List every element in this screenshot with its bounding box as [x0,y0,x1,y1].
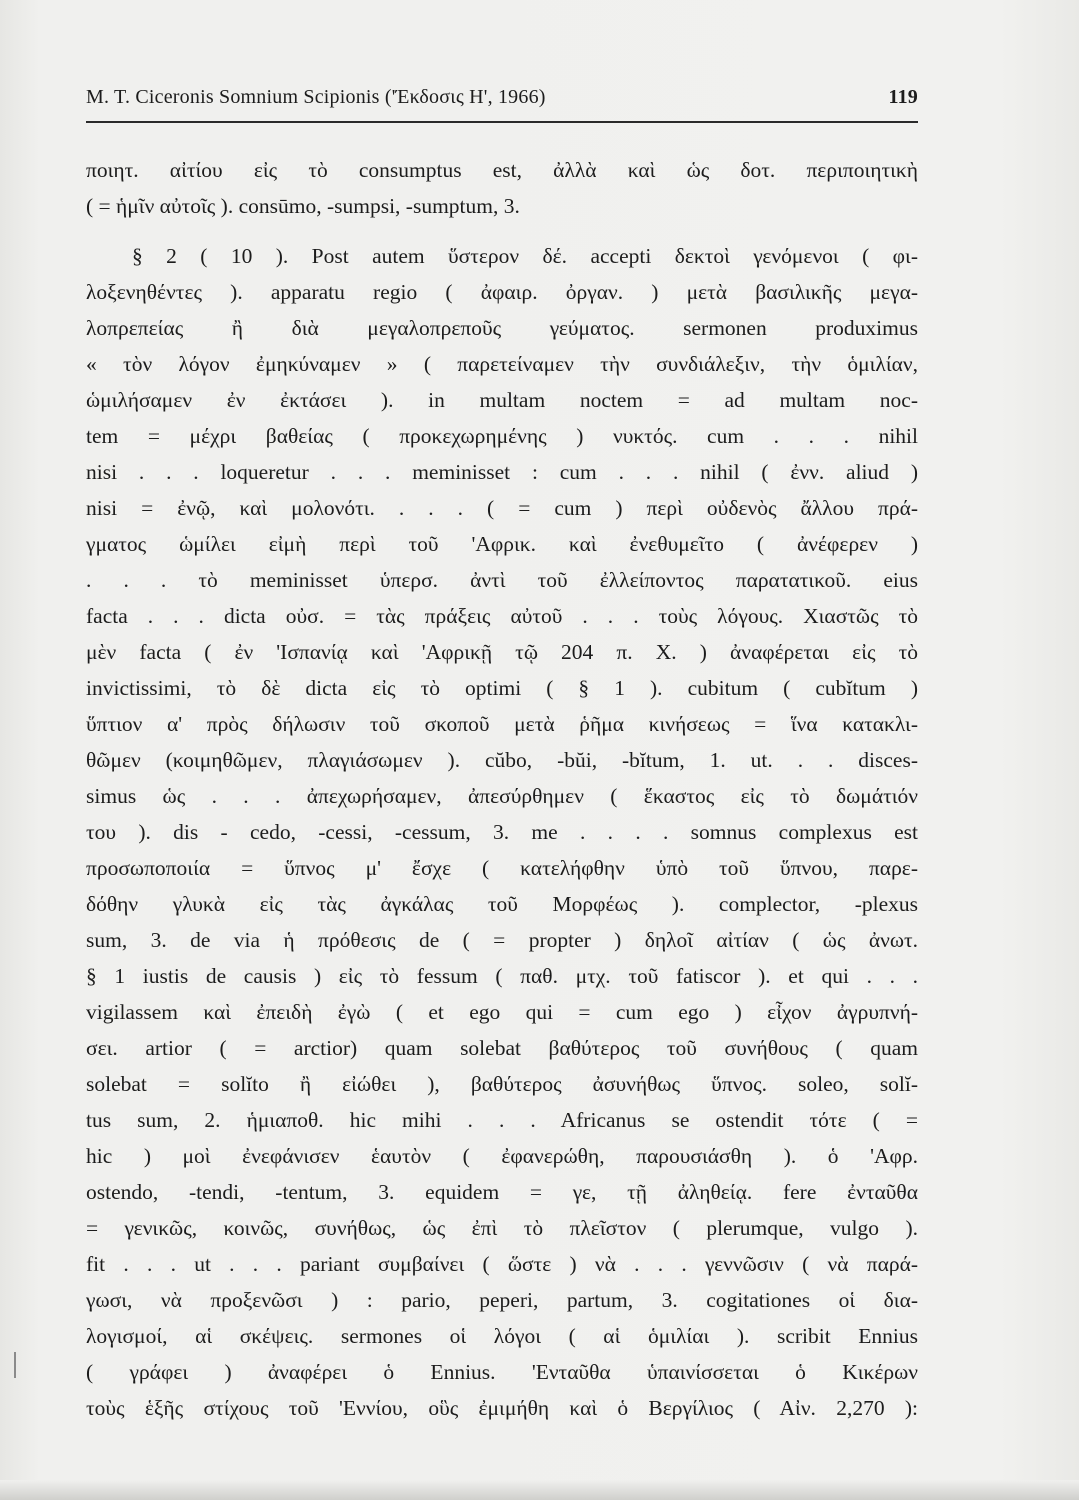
text-line: invictissimi, τὸ δὲ dicta εἰς τὸ optimi ( § 1 ). cubitum ( cubĭtum ) [86,676,918,700]
text-line: γωσι, νὰ προξενῶσι ) : pario, peperi, partum, 3. cogitationes οἱ δια- [86,1288,918,1312]
paragraph-break [86,224,918,238]
commentary-text [86,152,918,1426]
text-line: ( = ἡμῖν αὐτοῖς ). consūmo, -sumpsi, -sumptum, 3. [86,194,520,218]
running-head-title: M. T. Ciceronis Somnium Scipionis ('Έκδοσις Η', 1966) [86,86,546,108]
text-line: ὕπτιον α' πρὸς δήλωσιν τοῦ σκοποῦ μετὰ ῥῆμα κινήσεως = ἵνα κατακλι- [86,712,918,736]
text-line: nisi . . . loqueretur . . . meminisset : cum . . . nihil ( ἐνν. aliud ) [86,460,918,484]
text-line: τοὺς ἑξῆς στίχους τοῦ 'Εννίου, οὓς ἐμιμήθη καὶ ὁ Βεργίλιος ( Αἰν. 2,270 ): [86,1396,918,1420]
text-line: δόθην γλυκὰ εἰς τὰς ἀγκάλας τοῦ Μορφέως ). complector, -plexus [86,892,918,916]
text-line: vigilassem καὶ ἐπειδὴ ἐγὼ ( et ego qui = cum ego ) εἶχον ἀγρυπνή- [86,1000,918,1024]
text-line: facta . . . dicta οὐσ. = τὰς πράξεις αὐτοῦ . . . τοὺς λόγους. Χιαστῶς τὸ [86,604,918,628]
text-line: hic ) μοὶ ἐνεφάνισεν ἑαυτὸν ( ἐφανερώθη, παρουσιάσθη ). ὁ 'Αφρ. [86,1144,918,1168]
text-line: ὡμιλήσαμεν ἐν ἐκτάσει ). in multam noctem = ad multam noc- [86,388,918,412]
text-line: = γενικῶς, κοινῶς, συνήθως, ὡς ἐπὶ τὸ πλεῖστον ( plerumque, vulgo ). [86,1216,918,1240]
text-line: λογισμοί, αἱ σκέψεις. sermones οἱ λόγοι ( αἱ ὁμιλίαι ). scribit Ennius [86,1324,918,1348]
text-line: προσωποποιία = ὕπνος μ' ἔσχε ( κατελήφθην ὑπὸ τοῦ ὕπνου, παρε- [86,856,918,880]
text-line: λοξενηθέντες ). apparatu regio ( ἀφαιρ. ὀργαν. ) μετὰ βασιλικῆς μεγα- [86,280,918,304]
header-rule [86,121,918,123]
text-line: § 2 ( 10 ). Post autem ὕστερον δέ. accepti δεκτοὶ γενόμενοι ( φι- [132,244,918,268]
text-line: « τὸν λόγον ἐμηκύναμεν » ( παρετείναμεν τὴν συνδιάλεξιν, τὴν ὁμιλίαν, [86,352,918,376]
page-bottom-edge [0,1480,1079,1500]
text-line: sum, 3. de via ἡ πρόθεσις de ( = propter ) δηλοῖ αἰτίαν ( ὡς ἀνωτ. [86,928,918,952]
text-line: solebat = solĭto ἢ εἰώθει ), βαθύτερος ἀσυνήθως ὕπνος. soleo, solĭ- [86,1072,918,1096]
text-line: λοπρεπείας ἢ διὰ μεγαλοπρεποῦς γεύματος. sermonen produximus [86,316,918,340]
text-line: ποιητ. αἰτίου εἰς τὸ consumptus est, ἀλλὰ καὶ ὡς δοτ. περιποιητικὴ [86,158,918,182]
text-line: tem = μέχρι βαθείας ( προκεχωρημένης ) νυκτός. cum . . . nihil [86,424,918,448]
page-number: 119 [888,86,918,108]
text-line: . . . τὸ meminisset ὑπερσ. ἀντὶ τοῦ ἐλλείποντος παρατατικοῦ. eius [86,568,918,592]
text-line: nisi = ἐνῷ, καὶ μολονότι. . . . ( = cum ) περὶ οὐδενὸς ἄλλου πρά- [86,496,918,520]
margin-mark [14,1352,16,1378]
text-line: simus ὡς . . . ἀπεχωρήσαμεν, ἀπεσύρθημεν ( ἕκαστος εἰς τὸ δωμάτιόν [86,784,918,808]
text-line: fit . . . ut . . . pariant συμβαίνει ( ὥστε ) νὰ . . . γεννῶσιν ( νὰ παρά- [86,1252,918,1276]
text-line: σει. artior ( = arctior) quam solebat βαθύτερος τοῦ συνήθους ( quam [86,1036,918,1060]
text-line: ostendo, -tendi, -tentum, 3. equidem = γε, τῇ ἀληθείᾳ. fere ἐνταῦθα [86,1180,918,1204]
text-line: § 1 iustis de causis ) εἰς τὸ fessum ( παθ. μτχ. τοῦ fatiscor ). et qui . . . [86,964,918,988]
text-line: θῶμεν (κοιμηθῶμεν, πλαγιάσωμεν ). cŭbo, -bŭi, -bĭtum, 1. ut. . . disces- [86,748,918,772]
text-line: tus sum, 2. ἡμιαποθ. hic mihi . . . Africanus se ostendit τότε ( = [86,1108,918,1132]
text-line: ( γράφει ) ἀναφέρει ὁ Ennius. 'Ενταῦθα ὑπαινίσσεται ὁ Κικέρων [86,1360,918,1384]
text-line: γματος ὡμίλει εἰμὴ περὶ τοῦ 'Αφρικ. καὶ ἐνεθυμεῖτο ( ἀνέφερεν ) [86,532,918,556]
text-line: μὲν facta ( ἐν 'Ισπανίᾳ καὶ 'Αφρικῇ τῷ 204 π. Χ. ) ἀναφέρεται εἰς τὸ [86,640,918,664]
text-line: του ). dis - cedo, -cessi, -cessum, 3. me . . . . somnus complexus est [86,820,918,844]
running-head [86,86,918,120]
